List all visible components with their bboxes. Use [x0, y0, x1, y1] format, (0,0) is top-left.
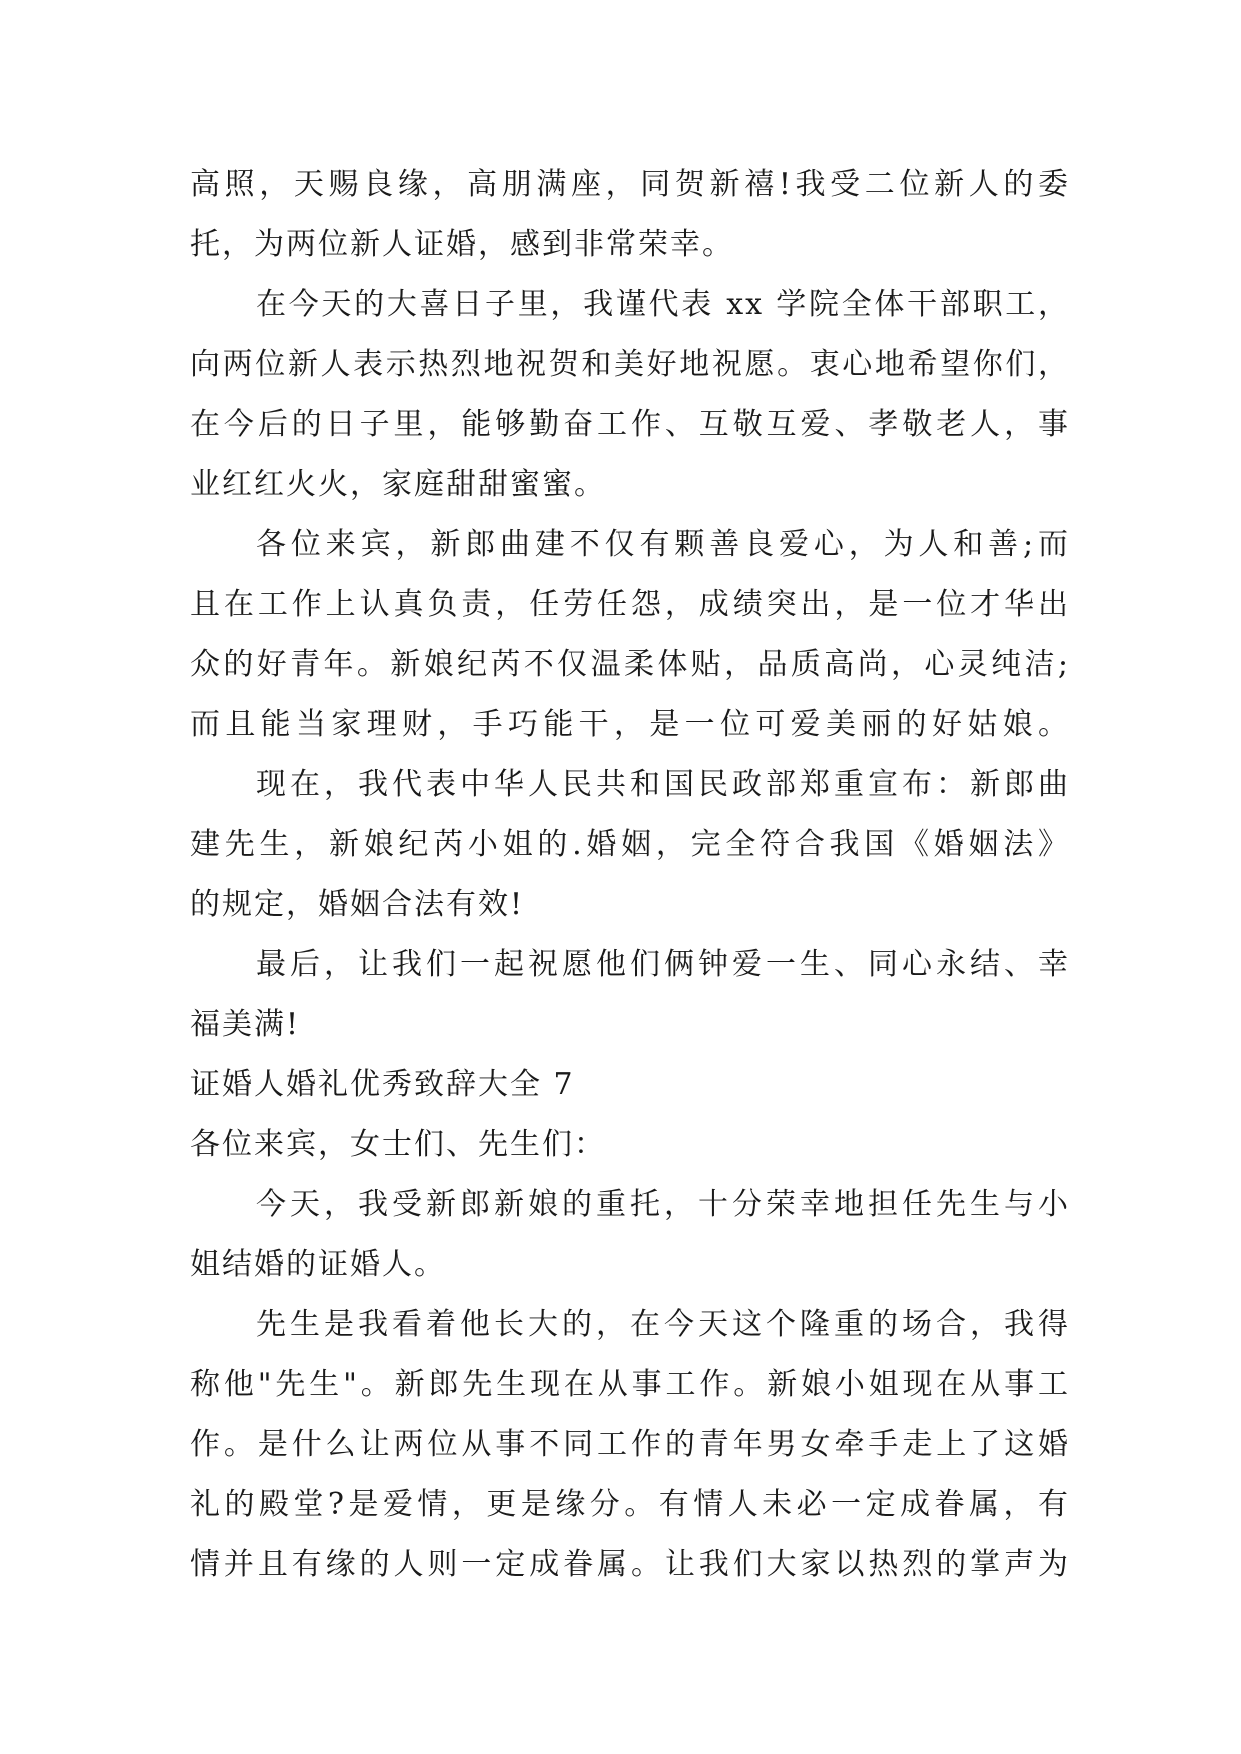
text-line: 高照，天赐良缘，高朋满座，同贺新禧!我受二位新人的委 [190, 167, 1070, 202]
text-line: 托，为两位新人证婚，感到非常荣幸。 [190, 227, 734, 262]
text-line: 的规定，婚姻合法有效! [190, 887, 525, 922]
text-line: 现在，我代表中华人民共和国民政部郑重宣布：新郎曲 [256, 767, 1070, 802]
text-line: 向两位新人表示热烈地祝贺和美好地祝愿。衷心地希望你们， [190, 347, 1070, 382]
text-line: 情并且有缘的人则一定成眷属。让我们大家以热烈的掌声为 [190, 1547, 1070, 1582]
text-line: 先生是我看着他长大的，在今天这个隆重的场合，我得 [256, 1307, 1070, 1342]
text-line: 各位来宾，新郎曲建不仅有颗善良爱心，为人和善;而 [256, 527, 1070, 562]
text-line: 建先生，新娘纪芮小姐的.婚姻，完全符合我国《婚姻法》 [190, 827, 1070, 862]
text-line: 礼的殿堂?是爱情，更是缘分。有情人未必一定成眷属，有 [190, 1487, 1070, 1522]
text-line: 且在工作上认真负责，任劳任怨，成绩突出，是一位才华出 [190, 587, 1070, 622]
text-line: 众的好青年。新娘纪芮不仅温柔体贴，品质高尚，心灵纯洁; [190, 647, 1070, 682]
section-heading: 证婚人婚礼优秀致辞大全 7 [190, 1067, 575, 1102]
text-line: 福美满! [190, 1007, 301, 1042]
text-line: 称他"先生"。新郎先生现在从事工作。新娘小姐现在从事工 [190, 1367, 1070, 1402]
text-line: 而且能当家理财，手巧能干，是一位可爱美丽的好姑娘。 [190, 707, 1070, 742]
text-line: 姐结婚的证婚人。 [190, 1247, 446, 1282]
text-line: 最后，让我们一起祝愿他们俩钟爱一生、同心永结、幸 [256, 947, 1070, 982]
text-line: 今天，我受新郎新娘的重托，十分荣幸地担任先生与小 [256, 1187, 1070, 1222]
text-line: 在今天的大喜日子里，我谨代表 xx 学院全体干部职工， [256, 287, 1070, 322]
text-line: 业红红火火，家庭甜甜蜜蜜。 [190, 467, 606, 502]
text-line: 作。是什么让两位从事不同工作的青年男女牵手走上了这婚 [190, 1427, 1070, 1462]
text-line: 在今后的日子里，能够勤奋工作、互敬互爱、孝敬老人，事 [190, 407, 1070, 442]
salutation: 各位来宾，女士们、先生们： [190, 1127, 606, 1162]
